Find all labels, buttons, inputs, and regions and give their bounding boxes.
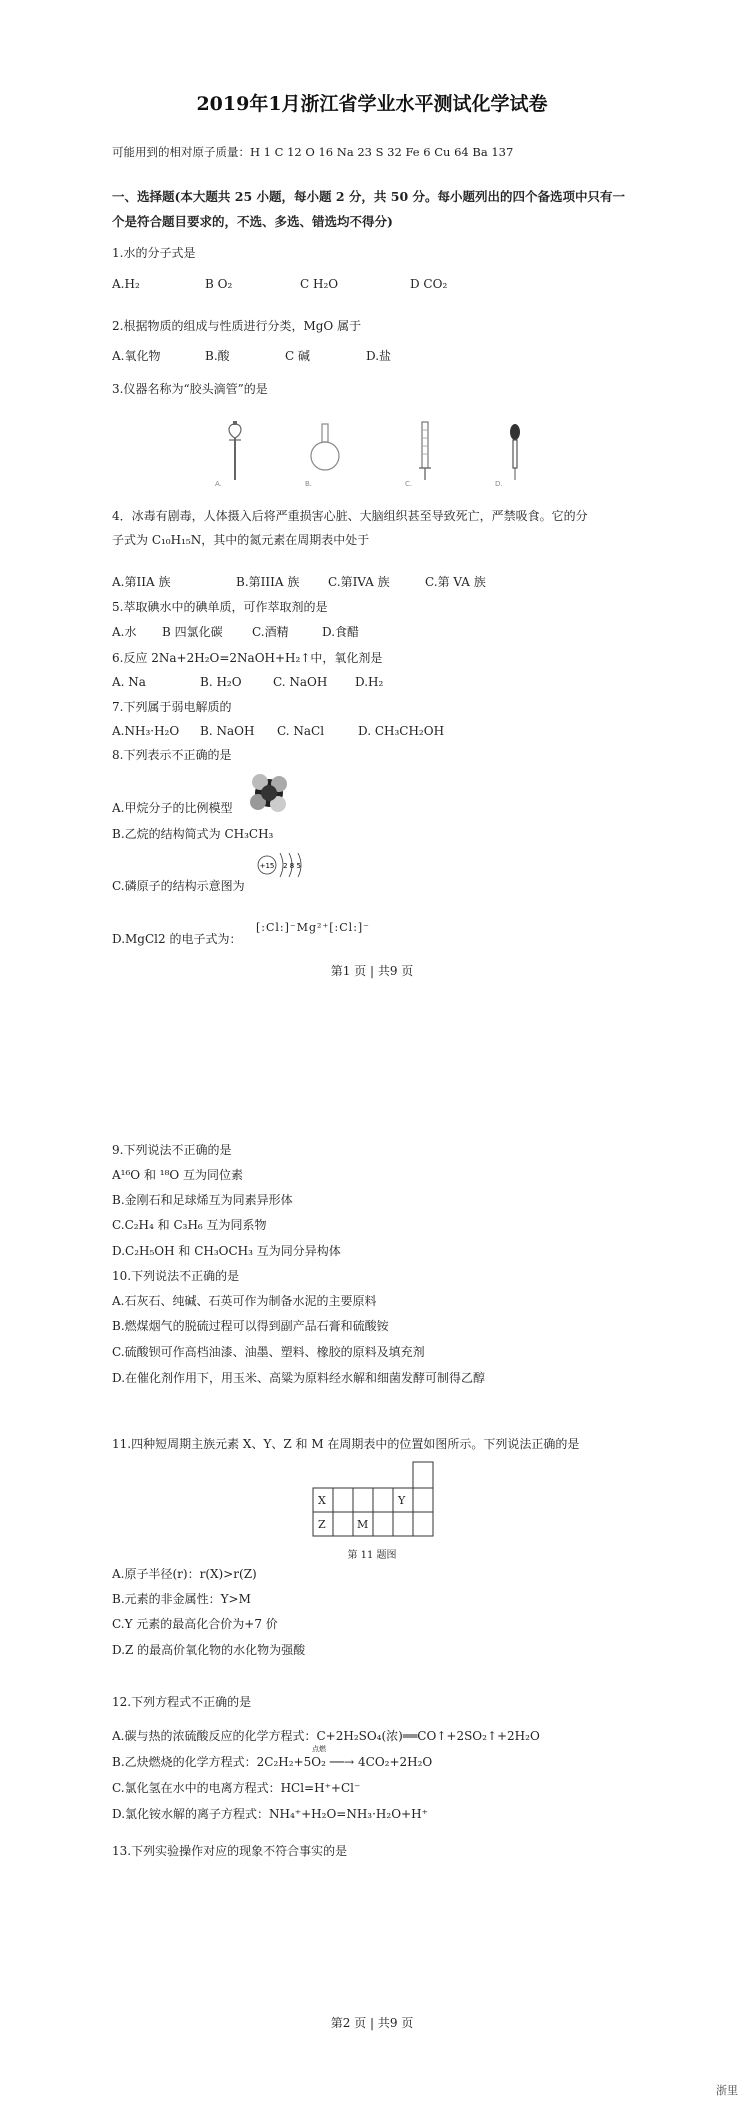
page1-footer: 第1 页 | 共9 页 (330, 964, 414, 978)
cell-z: Z (318, 1518, 326, 1531)
cell-y: Y (398, 1494, 406, 1507)
q4-stem-line2: 子式为 C₁₀H₁₅N，其中的氮元素在周期表中处于 (112, 533, 370, 547)
q6-option-c[interactable]: C. NaOH (273, 675, 328, 689)
q4-stem-line1: 4．冰毒有剧毒，人体摄入后将严重损害心脏、大脑组织甚至导致死亡，严禁吸食。它的分 (112, 509, 588, 523)
q1-option-b[interactable]: B O₂ (205, 277, 233, 291)
q5-option-d[interactable]: D.食醋 (322, 625, 360, 639)
q9-option-d[interactable]: D.C₂H₅OH 和 CH₃OCH₃ 互为同分异构体 (112, 1244, 341, 1258)
q9-option-b[interactable]: B.金刚石和足球烯互为同素异形体 (112, 1193, 293, 1207)
q10-option-a[interactable]: A.石灰石、纯碱、石英可作为制备水泥的主要原料 (112, 1294, 377, 1308)
q12-option-a[interactable]: A.碳与热的浓硫酸反应的化学方程式：C+2H₂SO₄(浓)══CO↑+2SO₂↑+2H₂O (112, 1729, 540, 1743)
page2-footer: 第2 页 | 共9 页 (330, 2016, 414, 2030)
q4-option-a[interactable]: A.第IIA 族 (112, 575, 171, 589)
q9-option-c[interactable]: C.C₂H₄ 和 C₃H₆ 互为同系物 (112, 1218, 267, 1232)
q3-label-d: D. (495, 480, 503, 488)
q11-option-c[interactable]: C.Y 元素的最高化合价为+7 价 (112, 1617, 278, 1631)
q2-option-b[interactable]: B.酸 (205, 349, 230, 363)
atomic-masses-note: 可能用到的相对原子质量：H 1 C 12 O 16 Na 23 S 32 Fe 6 Cu 64 Ba 137 (112, 145, 514, 159)
q11-stem: 11.四种短周期主族元素 X、Y、Z 和 M 在周期表中的位置如图所示。下列说法正确的是 (112, 1437, 580, 1451)
q10-stem: 10.下列说法不正确的是 (112, 1269, 240, 1283)
q12-option-d[interactable]: D.氯化铵水解的离子方程式：NH₄⁺+H₂O=NH₃·H₂O+H⁺ (112, 1807, 428, 1821)
q5-option-a[interactable]: A.水 (112, 625, 137, 639)
q11-option-a[interactable]: A.原子半径(r)：r(X)>r(Z) (112, 1567, 257, 1581)
q8-option-c[interactable]: C.磷原子的结构示意图为 (112, 879, 245, 893)
q3-option-a-apparatus[interactable] (215, 420, 255, 490)
q11-option-b[interactable]: B.元素的非金属性：Y>M (112, 1592, 251, 1606)
section1-heading-line1: 一、选择题(本大题共 25 小题，每小题 2 分，共 50 分。每小题列出的四个备选项中只有一 (112, 189, 626, 204)
q6-option-d[interactable]: D.H₂ (355, 675, 384, 689)
q12-option-c[interactable]: C.氯化氢在水中的电离方程式：HCl=H⁺+Cl⁻ (112, 1781, 361, 1795)
q3-apparatus-row (205, 420, 545, 490)
q10-option-b[interactable]: B.燃煤烟气的脱硫过程可以得到副产品石膏和硫酸铵 (112, 1319, 389, 1333)
q4-option-d[interactable]: C.第 VA 族 (425, 575, 486, 589)
q7-option-d[interactable]: D. CH₃CH₂OH (358, 724, 445, 738)
atom-nucleus-label: +15 (259, 862, 275, 870)
phosphorus-atom-diagram (256, 848, 316, 882)
q8-option-b[interactable]: B.乙烷的结构简式为 CH₃CH₃ (112, 827, 274, 841)
q11-figure-caption: 第 11 题图 (347, 1550, 397, 1561)
q8-stem: 8.下列表示不正确的是 (112, 748, 232, 762)
q3-option-b-apparatus[interactable] (305, 420, 345, 490)
q1-stem: 1.水的分子式是 (112, 246, 196, 260)
q1-option-a[interactable]: A.H₂ (112, 277, 140, 291)
q8-option-d[interactable]: D.MgCl2 的电子式为： (112, 932, 242, 946)
q6-option-b[interactable]: B. H₂O (200, 675, 242, 689)
reaction-condition-label: 点燃 (312, 1745, 326, 1753)
q13-stem: 13.下列实验操作对应的现象不符合事实的是 (112, 1844, 348, 1858)
q4-option-b[interactable]: B.第IIIA 族 (236, 575, 300, 589)
page-title: 2019年1月浙江省学业水平测试化学试卷 (196, 93, 548, 115)
q2-stem: 2.根据物质的组成与性质进行分类，MgO 属于 (112, 319, 362, 333)
q9-option-a[interactable]: A¹⁶O 和 ¹⁸O 互为同位素 (112, 1168, 244, 1182)
q3-label-a: A. (215, 480, 222, 488)
q3-stem: 3.仪器名称为“胶头滴管”的是 (112, 382, 268, 396)
q2-option-c[interactable]: C 碱 (285, 349, 310, 363)
exam-page-1 (0, 0, 744, 990)
q10-option-d[interactable]: D.在催化剂作用下，用玉米、高粱为原料经水解和细菌发酵可制得乙醇 (112, 1371, 486, 1385)
q1-option-c[interactable]: C H₂O (300, 277, 339, 291)
q7-option-a[interactable]: A.NH₃·H₂O (112, 724, 180, 738)
watermark: 浙里 (716, 2084, 738, 2097)
q7-option-c[interactable]: C. NaCl (277, 724, 325, 738)
q7-option-b[interactable]: B. NaOH (200, 724, 255, 738)
q10-option-c[interactable]: C.硫酸钡可作高档油漆、油墨、塑料、橡胶的原料及填充剂 (112, 1345, 425, 1359)
q5-stem: 5.萃取碘水中的碘单质，可作萃取剂的是 (112, 600, 328, 614)
q2-option-a[interactable]: A.氧化物 (112, 349, 161, 363)
q4-option-c[interactable]: C.第IVA 族 (328, 575, 390, 589)
section1-heading-line2: 个是符合题目要求的，不选、多选、错选均不得分) (112, 214, 393, 229)
q7-stem: 7.下列属于弱电解质的 (112, 700, 232, 714)
q11-periodic-table-fragment (312, 1458, 436, 1542)
q5-option-c[interactable]: C.酒精 (252, 625, 289, 639)
q6-stem: 6.反应 2Na+2H₂O=2NaOH+H₂↑中，氧化剂是 (112, 651, 383, 665)
methane-model-icon (246, 770, 292, 816)
q9-stem: 9.下列说法不正确的是 (112, 1143, 232, 1157)
cell-m: M (357, 1518, 369, 1531)
atom-shells-label: 2 8 5 (283, 862, 301, 870)
q12-option-b[interactable]: B.乙炔燃烧的化学方程式：2C₂H₂+5O₂ ──→ 4CO₂+2H₂O (112, 1755, 433, 1769)
q3-option-c-apparatus[interactable] (405, 420, 445, 490)
q3-label-c: C. (405, 480, 413, 488)
mgcl2-electron-formula: [:Cl:]⁻Mg²⁺[:Cl:]⁻ (256, 921, 370, 934)
q3-option-d-apparatus[interactable] (495, 420, 535, 490)
q12-stem: 12.下列方程式不正确的是 (112, 1695, 252, 1709)
q3-label-b: B. (305, 480, 313, 488)
q2-option-d[interactable]: D.盐 (366, 349, 392, 363)
q11-option-d[interactable]: D.Z 的最高价氧化物的水化物为强酸 (112, 1643, 306, 1657)
q8-option-a[interactable]: A.甲烷分子的比例模型 (112, 801, 233, 815)
cell-x: X (318, 1494, 326, 1507)
q6-option-a[interactable]: A. Na (112, 675, 146, 689)
q1-option-d[interactable]: D CO₂ (410, 277, 448, 291)
q5-option-b[interactable]: B 四氯化碳 (162, 625, 223, 639)
